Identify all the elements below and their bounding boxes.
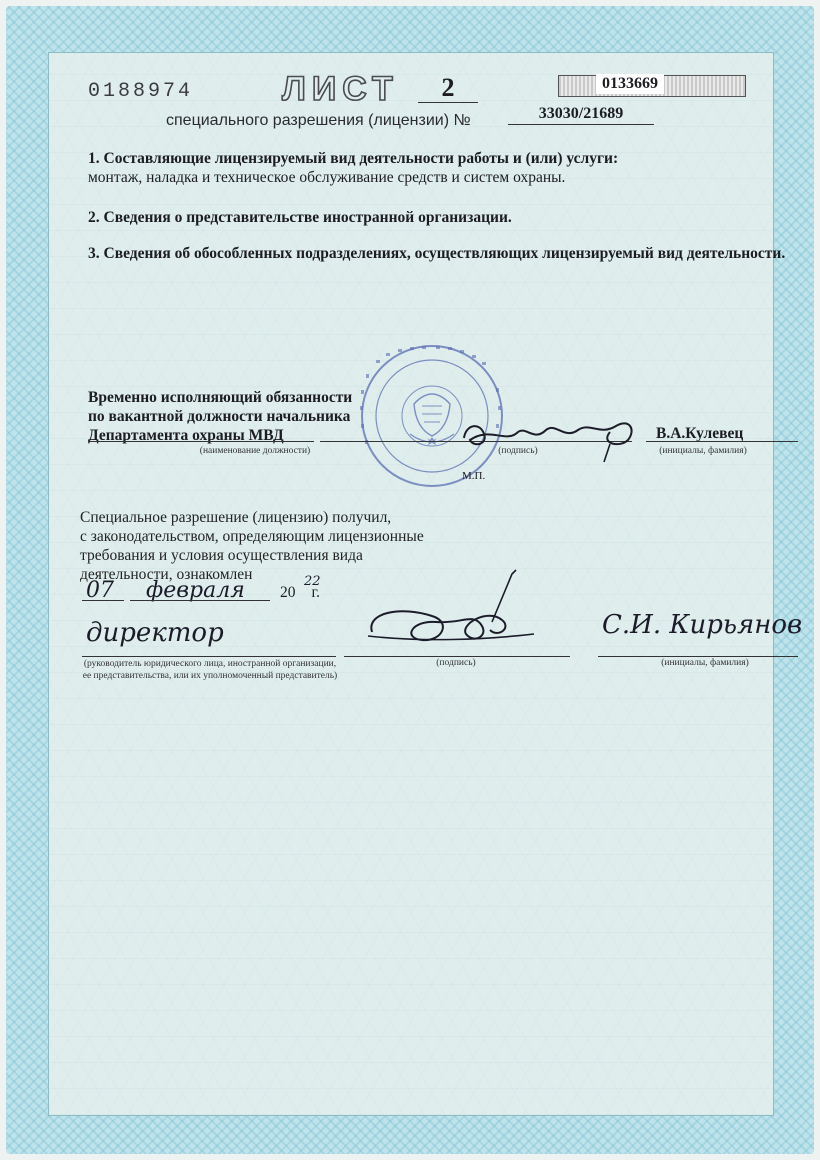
- year-prefix: 20: [280, 584, 296, 601]
- year-end: г.: [311, 584, 320, 601]
- receipt-month: февраля: [146, 578, 245, 603]
- position-underline: [88, 441, 314, 442]
- document-subtitle: специального разрешения (лицензии) №: [166, 112, 471, 129]
- receipt-line: с законодательством, определяющим лицензионные: [80, 528, 424, 545]
- receipt-day: 07: [86, 578, 114, 603]
- receipt-line: требования и условия осуществления вида: [80, 547, 363, 564]
- official-position: [88, 388, 352, 445]
- official-signature: [460, 414, 640, 474]
- recipient-position: директор: [86, 618, 224, 648]
- serial-number: 0188974: [88, 80, 194, 103]
- blank-number: 0133669: [596, 74, 664, 94]
- license-number: 33030/21689: [508, 104, 654, 125]
- recipient-position-caption: (руководитель юридического лица, иностранной организации, ее представительства, или их уполномоченный представитель): [82, 659, 338, 681]
- receipt-line: деятельности, ознакомлен: [80, 566, 253, 583]
- recipient-position-underline: [82, 656, 336, 657]
- recipient-signature: [362, 566, 542, 656]
- recipient-signature-caption: (подпись): [436, 658, 476, 668]
- official-name: В.А.Кулевец: [656, 425, 744, 442]
- receipt-line: Специальное разрешение (лицензию) получил,: [80, 509, 392, 526]
- official-position-line: Департамента охраны МВД: [88, 427, 284, 444]
- month-underline: [130, 600, 270, 601]
- year-suffix: 22: [304, 574, 321, 589]
- section-2-heading: 2. Сведения о представительстве иностранной организации.: [88, 209, 512, 226]
- seal-mark: М.П.: [462, 470, 486, 482]
- recipient-name: С.И. Кирьянов: [602, 610, 803, 640]
- sheet-title: ЛИСТ: [282, 70, 399, 108]
- recipient-name-caption: (инициалы, фамилия): [661, 658, 749, 668]
- position-caption: (наименование должности): [199, 446, 311, 456]
- recipient-signature-underline: [344, 656, 570, 657]
- name-caption: (инициалы, фамилия): [659, 446, 747, 456]
- official-position-line: Временно исполняющий обязанности: [88, 389, 353, 406]
- day-underline: [82, 600, 124, 601]
- sheet-number: 2: [418, 74, 478, 103]
- signature-caption: (подпись): [498, 446, 538, 456]
- section-3-heading: 3. Сведения об обособленных подразделениях, осуществляющих лицензируемый вид деятельности.: [88, 245, 786, 262]
- recipient-name-underline: [598, 656, 798, 657]
- section-1-text: монтаж, наладка и техническое обслуживание средств и систем охраны.: [88, 169, 566, 186]
- official-position-line: по вакантной должности начальника: [88, 408, 351, 425]
- section-1-heading: 1. Составляющие лицензируемый вид деятельности работы и (или) услуги:: [88, 150, 619, 167]
